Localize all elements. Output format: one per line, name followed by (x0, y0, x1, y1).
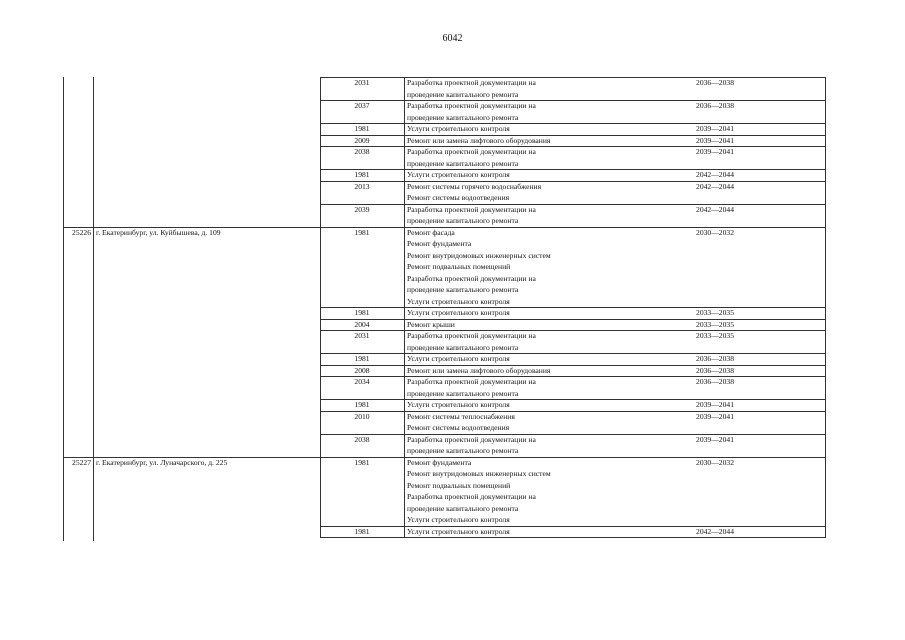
year-cell: 2031 (354, 331, 370, 340)
period-cell: 2039—2041 (696, 124, 734, 133)
work-line: Разработка проектной документации на (407, 492, 536, 501)
period-cell: 2030—2032 (696, 457, 734, 467)
work-line: проведение капитального ремонта (407, 285, 519, 294)
period-cell: 2039—2041 (696, 135, 734, 145)
period-cell: 2039—2041 (696, 147, 734, 156)
work-line: Ремонт фундамента (407, 457, 472, 467)
work-line: Ремонт системы горячего водоснабжения (407, 181, 542, 191)
work-line: Ремонт внутридомовых инженерных систем (407, 469, 551, 478)
period-cell: 2033—2035 (696, 319, 734, 329)
column-border (404, 77, 405, 538)
period-cell: 2042—2044 (696, 526, 734, 536)
work-line: проведение капитального ремонта (407, 342, 519, 352)
year-cell: 2004 (354, 319, 370, 329)
work-line: Разработка проектной документации на (407, 331, 536, 340)
year-cell: 1981 (354, 354, 370, 363)
year-cell: 1981 (354, 170, 370, 179)
work-line: проведение капитального ремонта (407, 446, 519, 455)
year-cell: 2031 (354, 78, 370, 87)
period-cell: 2033—2035 (696, 308, 734, 317)
work-line: проведение капитального ремонта (407, 89, 519, 99)
work-line: Ремонт фундамента (407, 239, 472, 248)
year-cell: 1981 (354, 526, 370, 536)
work-line: проведение капитального ремонта (407, 216, 519, 225)
work-line: Ремонт подвальных помещений (407, 262, 511, 271)
period-cell: 2036—2038 (696, 78, 734, 87)
year-cell: 2009 (354, 135, 370, 145)
page-number: 6042 (442, 33, 463, 44)
house-address: г. Екатеринбург, ул. Луначарского, д. 225 (96, 457, 228, 467)
work-line: Ремонт крыши (407, 319, 455, 329)
year-cell: 1981 (354, 227, 370, 237)
period-cell: 2036—2038 (696, 365, 734, 375)
year-cell: 1981 (354, 400, 370, 409)
column-border (63, 77, 64, 541)
work-line: Услуги строительного контроля (407, 296, 510, 306)
period-cell: 2042—2044 (696, 181, 734, 191)
year-cell: 2013 (354, 181, 370, 191)
period-cell: 2036—2038 (696, 354, 734, 363)
work-line: Ремонт или замена лифтового оборудования (407, 365, 551, 375)
year-cell: 2037 (354, 101, 370, 110)
column-border (320, 77, 321, 538)
year-cell: 1981 (354, 124, 370, 133)
work-line: Ремонт внутридомовых инженерных систем (407, 250, 551, 260)
year-cell: 2010 (354, 411, 370, 421)
house-address: г. Екатеринбург, ул. Куйбышева, д. 109 (96, 227, 221, 237)
work-line: Услуги строительного контроля (407, 170, 510, 179)
period-cell: 2036—2038 (696, 101, 734, 110)
year-cell: 2008 (354, 365, 370, 375)
work-line: Ремонт системы теплоснабжения (407, 411, 515, 421)
period-cell: 2030—2032 (696, 227, 734, 237)
year-cell: 1981 (354, 457, 370, 467)
column-border (93, 77, 94, 541)
period-cell: 2042—2044 (696, 204, 734, 214)
year-cell: 2038 (354, 434, 370, 444)
house-id: 25226 (72, 227, 91, 237)
house-id: 25227 (72, 457, 91, 467)
period-cell: 2039—2041 (696, 411, 734, 421)
work-line: Ремонт подвальных помещений (407, 480, 511, 490)
work-line: Разработка проектной документации на (407, 78, 536, 87)
work-line: проведение капитального ремонта (407, 388, 519, 398)
year-cell: 2038 (354, 147, 370, 156)
work-line: Разработка проектной документации на (407, 273, 536, 283)
work-line: Разработка проектной документации на (407, 147, 536, 156)
work-line: Услуги строительного контроля (407, 515, 510, 524)
year-cell: 1981 (354, 308, 370, 317)
work-line: Услуги строительного контроля (407, 354, 510, 363)
work-line: Ремонт системы водоотведения (407, 423, 510, 432)
column-border (825, 77, 826, 538)
period-cell: 2033—2035 (696, 331, 734, 340)
work-line: Разработка проектной документации на (407, 101, 536, 110)
work-line: Разработка проектной документации на (407, 377, 536, 386)
year-cell: 2034 (354, 377, 370, 386)
period-cell: 2039—2041 (696, 434, 734, 444)
work-line: проведение капитального ремонта (407, 112, 519, 122)
period-cell: 2039—2041 (696, 400, 734, 409)
work-line: Ремонт системы водоотведения (407, 193, 510, 202)
work-line: Услуги строительного контроля (407, 400, 510, 409)
work-line: Услуги строительного контроля (407, 308, 510, 317)
year-cell: 2039 (354, 204, 370, 214)
work-line: Услуги строительного контроля (407, 124, 510, 133)
work-line: Разработка проектной документации на (407, 434, 536, 444)
work-line: Ремонт или замена лифтового оборудования (407, 135, 551, 145)
work-line: Услуги строительного контроля (407, 526, 510, 536)
work-line: проведение капитального ремонта (407, 158, 519, 168)
period-cell: 2042—2044 (696, 170, 734, 179)
work-line: проведение капитального ремонта (407, 503, 519, 513)
period-cell: 2036—2038 (696, 377, 734, 386)
row-border (320, 537, 826, 538)
work-line: Ремонт фасада (407, 227, 455, 237)
work-line: Разработка проектной документации на (407, 204, 536, 214)
